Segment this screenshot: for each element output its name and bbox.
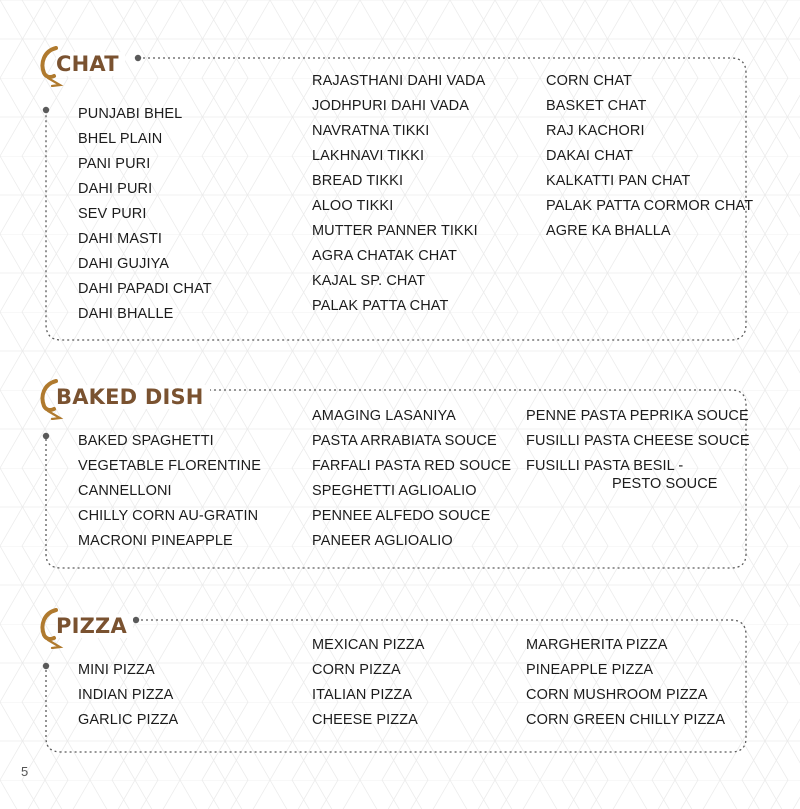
menu-item: RAJ KACHORI	[546, 123, 645, 139]
menu-item: SPEGHETTI AGLIOALIO	[312, 483, 477, 499]
menu-item: BASKET CHAT	[546, 98, 647, 114]
menu-item: GARLIC PIZZA	[78, 712, 179, 728]
menu-column-1	[78, 102, 212, 327]
menu-column-3	[546, 69, 753, 244]
menu-item: ITALIAN PIZZA	[312, 687, 413, 703]
section-baked-dish	[0, 360, 800, 580]
menu-item: CHEESE PIZZA	[312, 712, 418, 728]
menu-item: MINI PIZZA	[78, 662, 155, 678]
menu-item: PALAK PATTA CHAT	[312, 298, 449, 314]
menu-item: DAHI MASTI	[78, 231, 162, 247]
menu-item: NAVRATNA TIKKI	[312, 123, 430, 139]
menu-item: DAHI GUJIYA	[78, 256, 170, 272]
menu-item: RAJASTHANI DAHI VADA	[312, 73, 486, 89]
menu-column-3	[526, 404, 750, 497]
menu-item: FARFALI PASTA RED SOUCE	[312, 458, 512, 474]
section-title: PIZZA	[56, 614, 133, 638]
menu-item: LAKHNAVI TIKKI	[312, 148, 425, 164]
section-heading	[46, 380, 204, 414]
section-heading	[46, 47, 119, 81]
menu-item: MARGHERITA PIZZA	[526, 637, 668, 653]
menu-item: PENNEE ALFEDO SOUCE	[312, 508, 491, 524]
menu-item: AGRA CHATAK CHAT	[312, 248, 458, 264]
menu-item: PENNE PASTA PEPRIKA SOUCE	[526, 408, 749, 424]
section-title: BAKED DISH	[56, 385, 210, 409]
menu-column-3	[526, 633, 725, 733]
menu-item: FUSILLI PASTA CHEESE SOUCE	[526, 433, 750, 449]
menu-item: INDIAN PIZZA	[78, 687, 174, 703]
section-pizza	[0, 590, 800, 765]
menu-item: VEGETABLE FLORENTINE	[78, 458, 262, 474]
menu-item: CHILLY CORN AU-GRATIN	[78, 508, 259, 524]
menu-item: BAKED SPAGHETTI	[78, 433, 214, 449]
page-number: 5	[21, 764, 29, 779]
menu-column-1	[78, 429, 261, 554]
menu-item: DAHI PAPADI CHAT	[78, 281, 212, 297]
menu-item: JODHPURI DAHI VADA	[312, 98, 470, 114]
section-title: CHAT	[56, 52, 125, 76]
menu-column-2	[312, 69, 485, 319]
menu-item: PASTA ARRABIATA SOUCE	[312, 433, 497, 449]
menu-item: PALAK PATTA CORMOR CHAT	[546, 198, 754, 214]
section-chat	[0, 0, 800, 350]
menu-item: PANEER AGLIOALIO	[312, 533, 453, 549]
menu-column-2	[312, 633, 424, 733]
menu-item: CANNELLONI	[78, 483, 172, 499]
menu-item: ALOO TIKKI	[312, 198, 394, 214]
menu-item: KALKATTI PAN CHAT	[546, 173, 691, 189]
menu-item: BREAD TIKKI	[312, 173, 404, 189]
menu-item: DAKAI CHAT	[546, 148, 633, 164]
menu-item-line-1: FUSILLI PASTA BESIL -	[526, 458, 684, 474]
menu-column-1	[78, 658, 178, 733]
menu-item: SEV PURI	[78, 206, 147, 222]
menu-item: CORN GREEN CHILLY PIZZA	[526, 712, 726, 728]
menu-item: DAHI BHALLE	[78, 306, 174, 322]
menu-column-2	[312, 404, 511, 554]
menu-item: CORN PIZZA	[312, 662, 401, 678]
menu-item: PINEAPPLE PIZZA	[526, 662, 654, 678]
menu-item: MACRONI PINEAPPLE	[78, 533, 233, 549]
menu-item-line-2: PESTO SOUCE	[612, 476, 718, 492]
menu-item: KAJAL SP. CHAT	[312, 273, 426, 289]
menu-item: AMAGING LASANIYA	[312, 408, 456, 424]
menu-item: BHEL PLAIN	[78, 131, 163, 147]
menu-item: CORN MUSHROOM PIZZA	[526, 687, 708, 703]
menu-item: DAHI PURI	[78, 181, 153, 197]
menu-item: MUTTER PANNER TIKKI	[312, 223, 478, 239]
menu-item: PUNJABI BHEL	[78, 106, 183, 122]
menu-item	[526, 454, 750, 497]
section-heading	[46, 609, 127, 643]
menu-item: AGRE KA BHALLA	[546, 223, 671, 239]
menu-item: PANI PURI	[78, 156, 151, 172]
menu-item: CORN CHAT	[546, 73, 633, 89]
menu-item: MEXICAN PIZZA	[312, 637, 425, 653]
